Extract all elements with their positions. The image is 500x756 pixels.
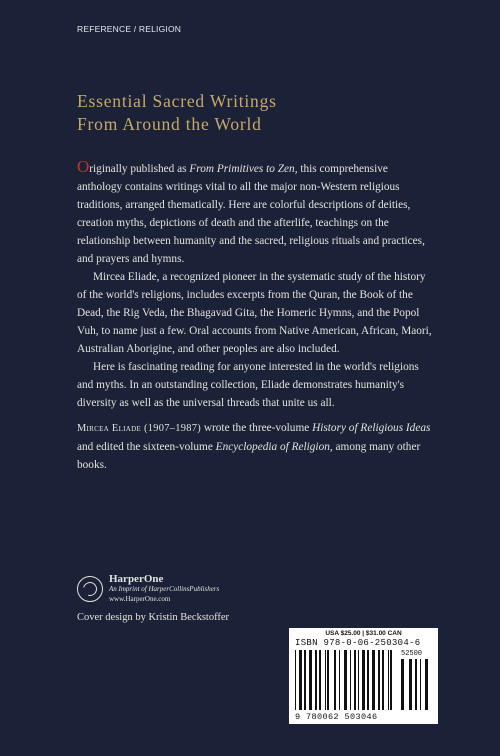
publisher-url: www.HarperOne.com	[109, 595, 171, 603]
bio-text-c: among many other books.	[77, 441, 421, 471]
barcode-bar	[388, 650, 389, 710]
barcode-bar	[358, 650, 359, 710]
headline-line-1: Essential Sacred Writings	[77, 91, 277, 111]
addon-barcode-bars	[401, 659, 433, 710]
paragraph-1-text-a: riginally published as	[89, 163, 190, 175]
barcode-bar	[401, 659, 404, 710]
paragraph-1-text-b: this comprehensive anthology contains writings vital to all the major non-Western religious traditions, arranged thematically. Here are colorful descriptions of deities, creation myths, depictions of death and the afterlife, teachings on the relationship between humanity and the sacred, religious rituals and practices, and prayers and hymns.	[77, 163, 425, 265]
cover-credit: Cover design by Kristin Beckstoffer	[77, 612, 230, 623]
author-dates: (1907–1987)	[141, 423, 204, 434]
barcode-bar	[420, 659, 421, 710]
bio-text-b: and edited the sixteen-volume	[77, 441, 216, 453]
original-title: From Primitives to Zen,	[189, 163, 298, 175]
barcode-bar	[382, 650, 384, 710]
publisher-text	[109, 574, 219, 604]
publisher-block	[77, 574, 219, 604]
book-title-history: History of Religious Ideas	[312, 422, 431, 434]
publisher-imprint: An Imprint of HarperCollinsPublishers	[109, 585, 220, 593]
barcode-bar	[309, 650, 312, 710]
ean-barcode-bars	[295, 650, 395, 710]
harperone-logo-icon	[77, 576, 103, 602]
description-body	[77, 158, 432, 474]
barcode-bar	[362, 650, 365, 710]
paragraph-1	[77, 158, 432, 268]
barcode-bar	[378, 650, 380, 710]
publisher-name: HarperOne	[109, 573, 164, 585]
category-label: REFERENCE / RELIGION	[77, 24, 182, 34]
isbn-label: ISBN 978-0-06-250304-6	[295, 638, 421, 648]
price-label: USA $25.00 | $31.00 CAN	[325, 630, 402, 637]
barcode-bar	[372, 650, 375, 710]
drop-cap: O	[77, 157, 90, 176]
barcode-bar	[415, 659, 417, 710]
barcode-bar	[344, 650, 347, 710]
barcode-bar	[304, 650, 306, 710]
ean-number: 9 780062 503046	[295, 712, 378, 722]
barcode-bar	[339, 650, 340, 710]
barcode-bar	[354, 650, 356, 710]
barcode-bar	[409, 659, 412, 710]
headline	[77, 90, 277, 136]
barcode-bar	[350, 650, 351, 710]
bio-text-a: wrote the three-volume	[203, 422, 313, 434]
book-title-encyclopedia: Encyclopedia of Religion,	[215, 441, 333, 453]
addon-number: 52500	[401, 650, 423, 658]
barcode-bar	[390, 650, 392, 710]
barcode-bar	[425, 659, 428, 710]
barcode-bar	[319, 650, 321, 710]
barcode-bar	[315, 650, 317, 710]
author-name: Mircea Eliade	[77, 423, 142, 434]
headline-line-2: From Around the World	[77, 114, 262, 134]
barcode-bar	[295, 650, 296, 710]
barcode-bar	[299, 650, 302, 710]
barcode-block	[289, 628, 438, 724]
barcode-bar	[325, 650, 326, 710]
paragraph-3: Here is fascinating reading for anyone interested in the world's religions and myths. In an outstanding collection, Eliade demonstrates humanity's diversity as well as the universal threads that unite us all.	[77, 361, 419, 409]
barcode-bar	[367, 650, 369, 710]
barcode-bar	[327, 650, 329, 710]
barcode-bar	[334, 650, 336, 710]
paragraph-2: Mircea Eliade, a recognized pioneer in the systematic study of the history of the world's religions, includes excerpts from the Quran, the Book of the Dead, the Rig Veda, the Bhagavad Gita, the Homeric Hymns, and the Popol Vuh, to name just a few. Oral accounts from Native American, African, Maori, Australian Aborigine, and other peoples are also included.	[77, 271, 432, 355]
author-bio	[77, 419, 432, 474]
